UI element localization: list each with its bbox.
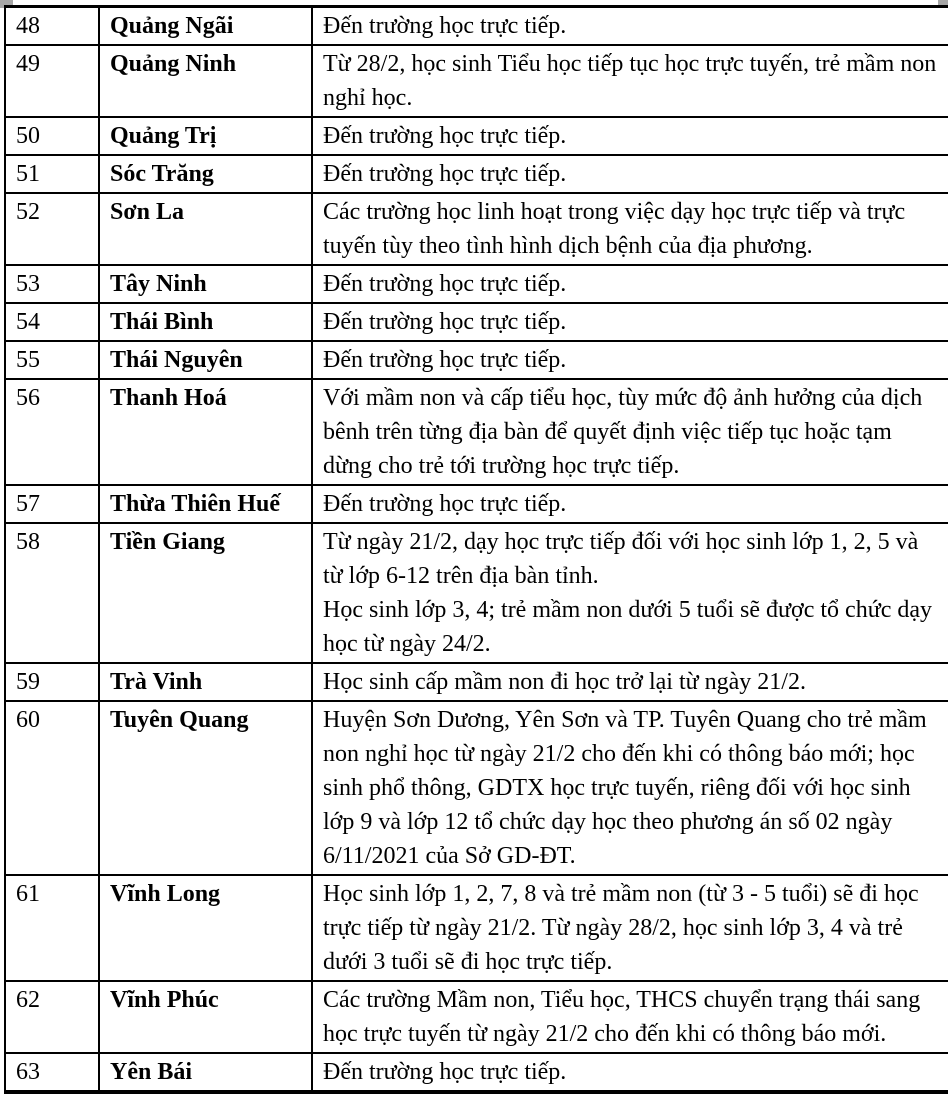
table-row — [5, 379, 948, 485]
province-name-cell: Tiền Giang — [99, 523, 312, 663]
status-paragraph: Đến trường học trực tiếp. — [323, 161, 567, 187]
status-paragraph: Đến trường học trực tiếp. — [323, 491, 567, 517]
status-paragraph: Từ 28/2, học sinh Tiểu học tiếp tục học trực tuyến, trẻ mầm non nghỉ học. — [323, 51, 937, 111]
row-index-cell: 63 — [5, 1053, 99, 1092]
status-paragraph: Đến trường học trực tiếp. — [323, 1059, 567, 1085]
province-status-table — [4, 5, 948, 1094]
status-paragraph: Đến trường học trực tiếp. — [323, 13, 567, 39]
status-cell — [312, 663, 948, 701]
province-name-cell: Tây Ninh — [99, 265, 312, 303]
status-paragraph: Đến trường học trực tiếp. — [323, 271, 567, 297]
table-row — [5, 981, 948, 1053]
province-name-cell: Vĩnh Phúc — [99, 981, 312, 1053]
province-table-body — [5, 7, 948, 1093]
status-cell — [312, 981, 948, 1053]
status-cell — [312, 1053, 948, 1092]
table-row — [5, 303, 948, 341]
province-name-cell: Quảng Trị — [99, 117, 312, 155]
row-index-cell: 61 — [5, 875, 99, 981]
row-index-cell: 56 — [5, 379, 99, 485]
table-row — [5, 523, 948, 663]
status-paragraph: Học sinh lớp 3, 4; trẻ mầm non dưới 5 tuổi sẽ được tổ chức dạy học từ ngày 24/2. — [323, 597, 932, 657]
province-name-cell: Sóc Trăng — [99, 155, 312, 193]
table-row — [5, 193, 948, 265]
table-row — [5, 663, 948, 701]
province-name-cell: Thừa Thiên Huế — [99, 485, 312, 523]
table-row — [5, 117, 948, 155]
province-name-cell: Tuyên Quang — [99, 701, 312, 875]
table-row — [5, 155, 948, 193]
status-paragraph: Từ ngày 21/2, dạy học trực tiếp đối với học sinh lớp 1, 2, 5 và từ lớp 6-12 trên địa bàn tỉnh. — [323, 529, 919, 589]
row-index-cell: 57 — [5, 485, 99, 523]
table-row — [5, 701, 948, 875]
table-row — [5, 1053, 948, 1092]
province-name-cell: Thanh Hoá — [99, 379, 312, 485]
status-paragraph: Các trường học linh hoạt trong việc dạy học trực tiếp và trực tuyến tùy theo tình hình dịch bệnh của địa phương. — [323, 199, 906, 259]
status-paragraph: Các trường Mầm non, Tiểu học, THCS chuyển trạng thái sang học trực tuyến từ ngày 21/2 cho đến khi có thông báo mới. — [323, 987, 921, 1047]
status-cell — [312, 45, 948, 117]
province-name-cell: Quảng Ngãi — [99, 7, 312, 46]
status-cell — [312, 7, 948, 46]
row-index-cell: 60 — [5, 701, 99, 875]
row-index-cell: 51 — [5, 155, 99, 193]
table-row — [5, 45, 948, 117]
row-index-cell: 49 — [5, 45, 99, 117]
status-cell — [312, 341, 948, 379]
status-paragraph: Đến trường học trực tiếp. — [323, 347, 567, 373]
status-paragraph: Học sinh lớp 1, 2, 7, 8 và trẻ mầm non (từ 3 - 5 tuổi) sẽ đi học trực tiếp từ ngày 21/2. Từ ngày 28/2, học sinh lớp 3, 4 và trẻ dưới 3 tuổi sẽ đi học trực tiếp. — [323, 881, 919, 975]
status-cell — [312, 265, 948, 303]
province-name-cell: Vĩnh Long — [99, 875, 312, 981]
row-index-cell: 50 — [5, 117, 99, 155]
status-cell — [312, 485, 948, 523]
status-paragraph: Học sinh cấp mầm non đi học trở lại từ ngày 21/2. — [323, 669, 806, 695]
row-index-cell: 55 — [5, 341, 99, 379]
status-cell — [312, 155, 948, 193]
row-index-cell: 59 — [5, 663, 99, 701]
status-paragraph: Huyện Sơn Dương, Yên Sơn và TP. Tuyên Quang cho trẻ mầm non nghỉ học từ ngày 21/2 cho đến khi có thông báo mới; học sinh phổ thông, GDTX học trực tuyến, riêng đối với học sinh lớp 9 và lớp 12 tổ chức dạy học theo phương án số 02 ngày 6/11/2021 của Sở GD-ĐT. — [323, 707, 927, 869]
table-row — [5, 7, 948, 46]
province-name-cell: Trà Vinh — [99, 663, 312, 701]
province-name-cell: Quảng Ninh — [99, 45, 312, 117]
table-row — [5, 485, 948, 523]
province-name-cell: Sơn La — [99, 193, 312, 265]
status-cell — [312, 303, 948, 341]
row-index-cell: 62 — [5, 981, 99, 1053]
row-index-cell: 53 — [5, 265, 99, 303]
row-index-cell: 52 — [5, 193, 99, 265]
status-cell — [312, 701, 948, 875]
status-paragraph: Đến trường học trực tiếp. — [323, 309, 567, 335]
table-row — [5, 341, 948, 379]
province-name-cell: Thái Bình — [99, 303, 312, 341]
row-index-cell: 58 — [5, 523, 99, 663]
province-name-cell: Yên Bái — [99, 1053, 312, 1092]
status-cell — [312, 117, 948, 155]
table-row — [5, 265, 948, 303]
status-cell — [312, 379, 948, 485]
status-cell — [312, 193, 948, 265]
row-index-cell: 48 — [5, 7, 99, 46]
status-paragraph: Với mầm non và cấp tiểu học, tùy mức độ ảnh hưởng của dịch bênh trên từng địa bàn để quyết định việc tiếp tục hoặc tạm dừng cho trẻ tới trường học trực tiếp. — [323, 385, 923, 479]
status-cell — [312, 523, 948, 663]
table-row — [5, 875, 948, 981]
row-index-cell: 54 — [5, 303, 99, 341]
province-name-cell: Thái Nguyên — [99, 341, 312, 379]
status-cell — [312, 875, 948, 981]
status-paragraph: Đến trường học trực tiếp. — [323, 123, 567, 149]
